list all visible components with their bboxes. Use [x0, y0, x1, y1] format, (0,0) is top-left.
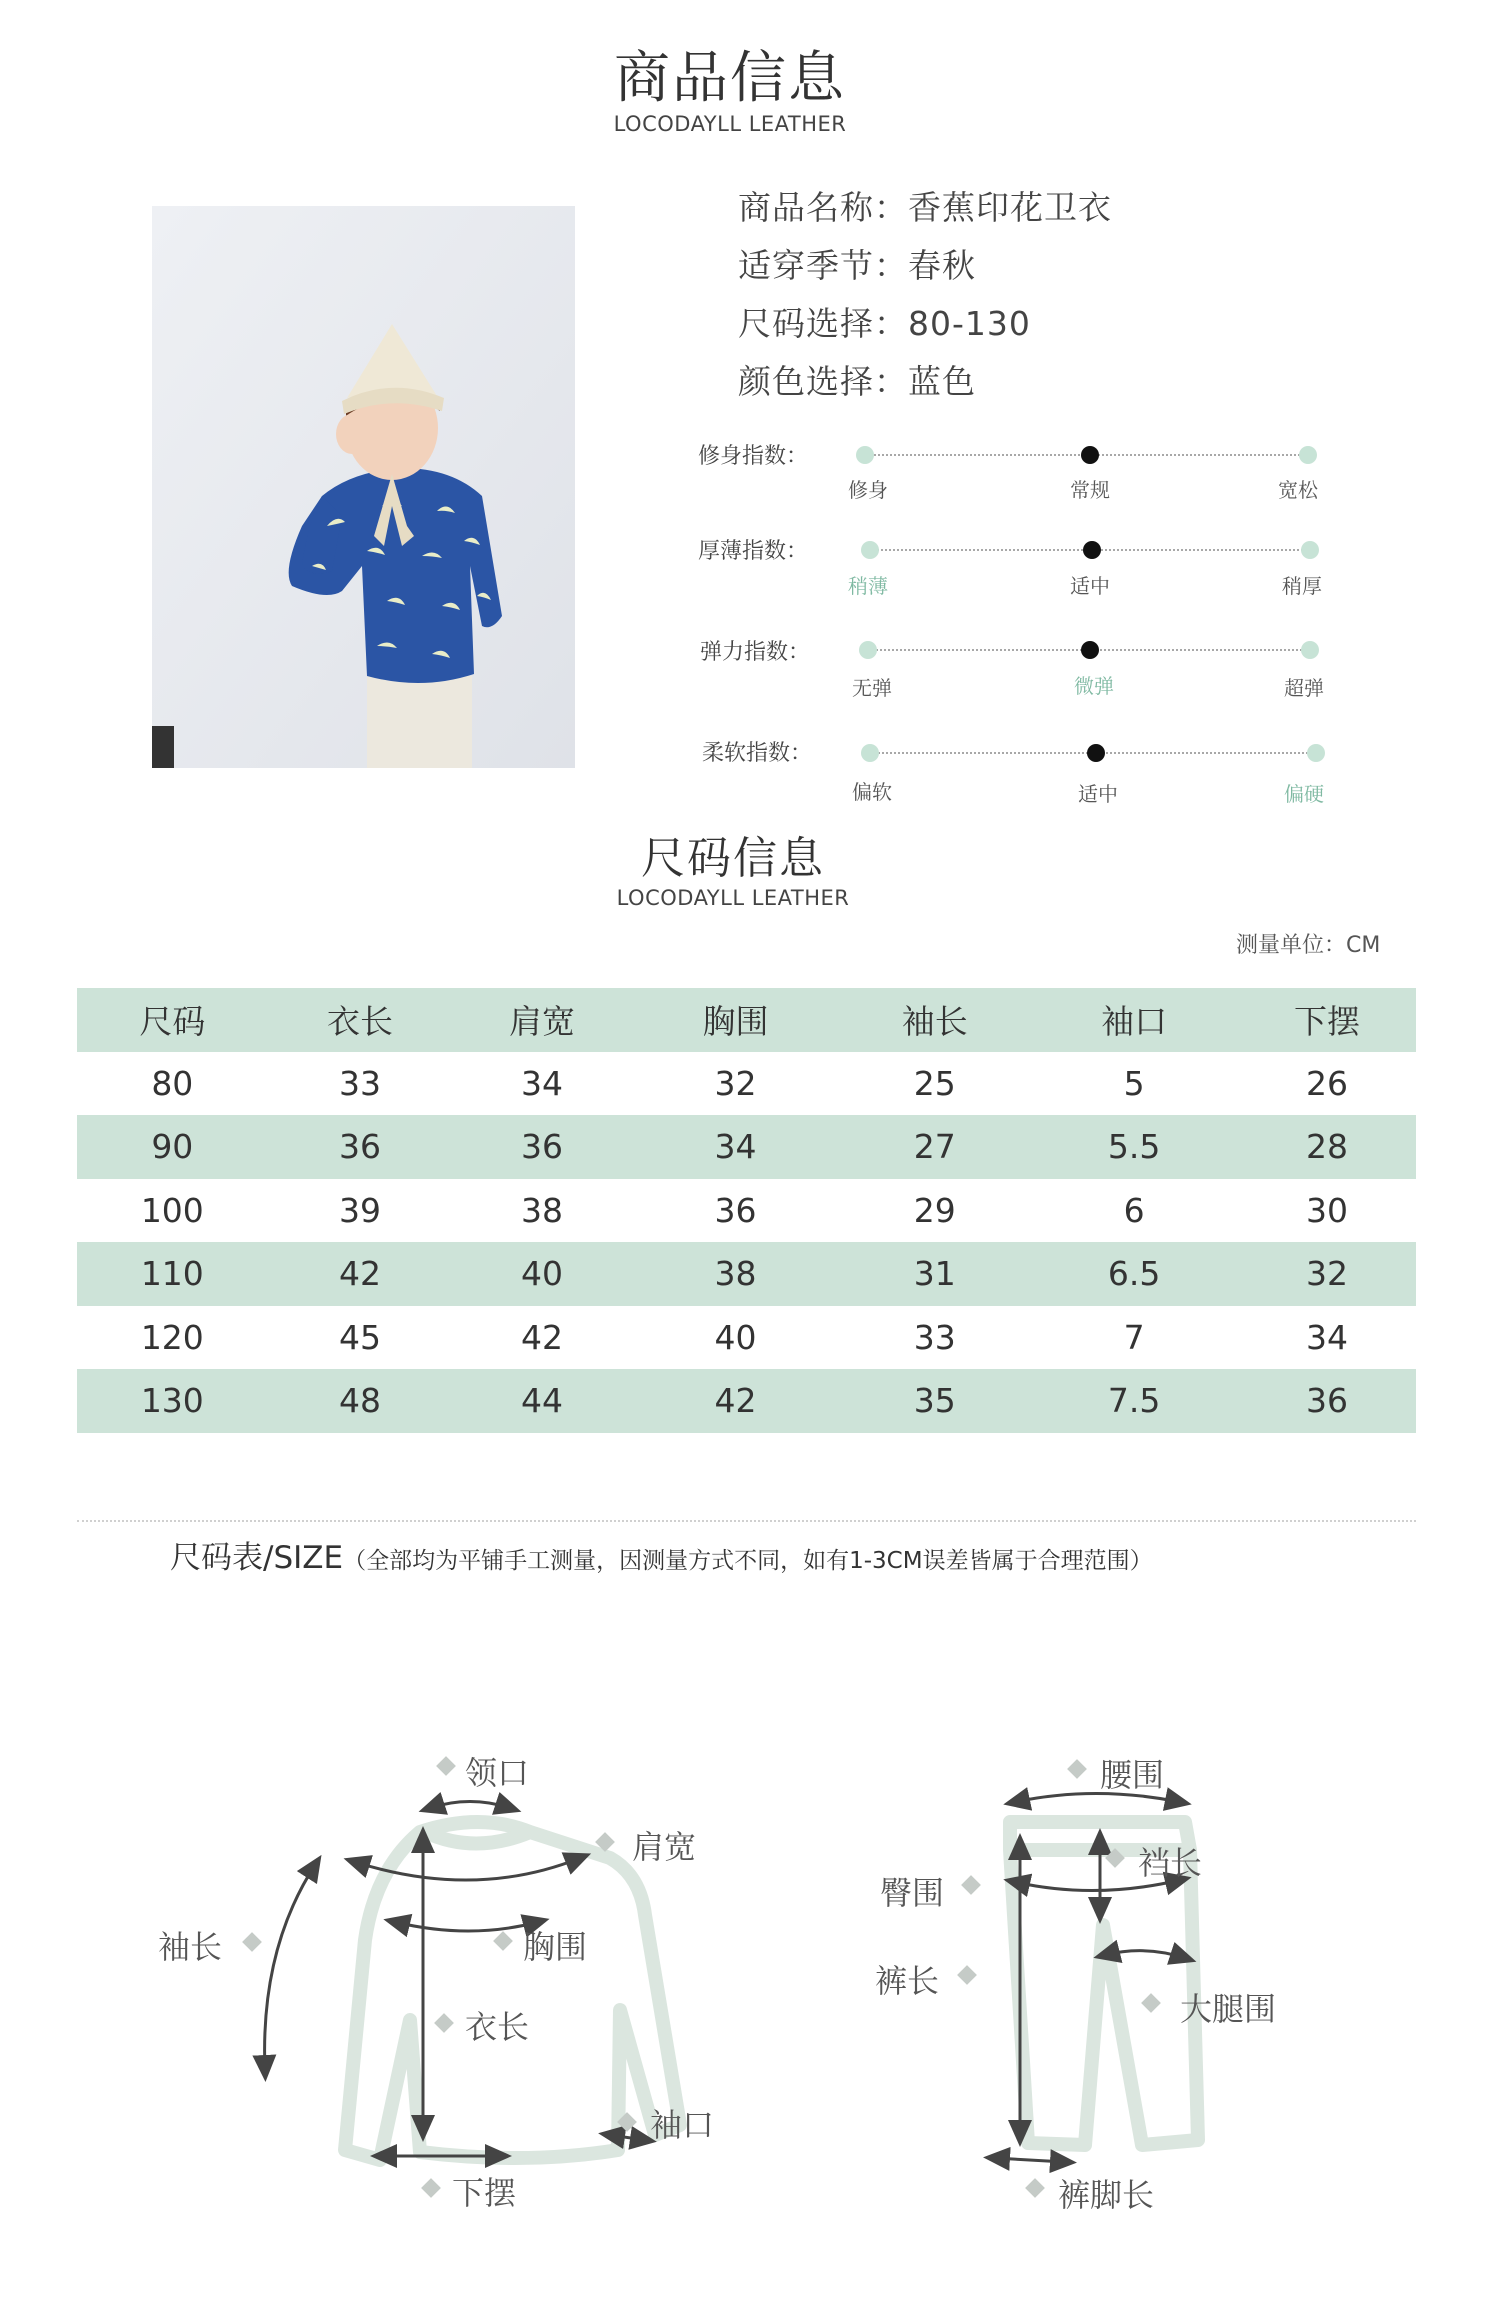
table-cell: 48 — [339, 1381, 382, 1421]
table-cell: 42 — [339, 1254, 382, 1294]
size-section-subtitle: LOCODAYLL LEATHER — [616, 886, 850, 910]
label-chest: 胸围 — [523, 1928, 588, 1966]
label-pant-length: 裤长 — [875, 1962, 940, 2000]
table-cell: 29 — [913, 1190, 956, 1230]
table-cell: 44 — [521, 1381, 563, 1421]
table-cell: 90 — [151, 1127, 194, 1167]
index-option: 适中 — [1078, 782, 1118, 806]
index-dot-selected — [1081, 641, 1099, 659]
table-cell: 26 — [1306, 1063, 1349, 1103]
table-cell: 40 — [521, 1254, 563, 1294]
table-cell: 42 — [714, 1381, 757, 1421]
table-cell: 100 — [140, 1190, 204, 1230]
table-cell: 110 — [140, 1254, 204, 1294]
label-hem: 下摆 — [452, 2174, 517, 2212]
size-section-title: 尺码信息 — [641, 833, 825, 884]
table-cell: 38 — [714, 1254, 757, 1294]
index-option: 稍薄 — [848, 574, 888, 598]
table-row — [77, 1115, 1416, 1179]
label-rise: 裆长 — [1138, 1844, 1203, 1882]
index-option: 超弹 — [1284, 676, 1324, 700]
table-cell: 42 — [521, 1317, 563, 1357]
index-option: 常规 — [1070, 478, 1110, 502]
table-cell: 5.5 — [1107, 1127, 1161, 1167]
index-option: 偏硬 — [1284, 782, 1324, 806]
product-color: 颜色选择：蓝色 — [738, 362, 976, 401]
product-sizes: 尺码选择：80-130 — [738, 304, 1031, 343]
table-row — [77, 1306, 1416, 1370]
index-dot — [861, 744, 879, 762]
label-thigh: 大腿围 — [1180, 1990, 1277, 2028]
label-collar: 领口 — [465, 1754, 530, 1792]
table-cell: 34 — [714, 1127, 757, 1167]
index-dot — [1301, 641, 1319, 659]
index-label: 厚薄指数： — [698, 539, 809, 564]
table-cell: 33 — [913, 1317, 956, 1357]
label-body-length: 衣长 — [465, 2008, 530, 2046]
table-cell: 130 — [140, 1381, 204, 1421]
label-sleeve-length: 袖长 — [158, 1928, 223, 1966]
index-option: 稍厚 — [1282, 574, 1322, 598]
column-header: 衣长 — [327, 1002, 394, 1042]
table-header-row — [77, 988, 1416, 1052]
table-cell: 35 — [913, 1381, 956, 1421]
table-cell: 34 — [1306, 1317, 1349, 1357]
column-header: 袖长 — [901, 1002, 968, 1042]
table-cell: 36 — [1306, 1381, 1349, 1421]
table-cell: 33 — [339, 1063, 382, 1103]
label-shoulder: 肩宽 — [632, 1828, 697, 1866]
table-row — [77, 1369, 1416, 1433]
table-cell: 32 — [714, 1063, 757, 1103]
product-season: 适穿季节：春秋 — [738, 246, 976, 285]
column-header: 袖口 — [1101, 1002, 1168, 1042]
column-header: 下摆 — [1294, 1002, 1361, 1042]
table-cell: 6 — [1123, 1190, 1145, 1230]
measure-unit: 测量单位：CM — [1236, 933, 1381, 958]
table-cell: 80 — [151, 1063, 194, 1103]
table-cell: 36 — [339, 1127, 382, 1167]
table-cell: 5 — [1123, 1063, 1145, 1103]
table-cell: 39 — [339, 1190, 382, 1230]
page-title: 商品信息 — [614, 46, 846, 111]
column-header: 尺码 — [139, 1002, 206, 1042]
table-cell: 6.5 — [1107, 1254, 1161, 1294]
index-option: 无弹 — [852, 676, 892, 700]
table-row — [77, 1179, 1416, 1243]
index-dot — [1307, 744, 1325, 762]
index-dot — [1301, 541, 1319, 559]
table-cell: 120 — [140, 1317, 204, 1357]
table-row — [77, 1052, 1416, 1116]
table-cell: 30 — [1306, 1190, 1349, 1230]
measurement-diagram — [140, 1740, 1340, 2300]
index-option: 微弹 — [1074, 674, 1114, 698]
table-cell: 27 — [913, 1127, 956, 1167]
label-cuff: 袖口 — [650, 2106, 715, 2144]
table-cell: 32 — [1306, 1254, 1349, 1294]
table-cell: 45 — [339, 1317, 382, 1357]
table-cell: 36 — [714, 1190, 757, 1230]
index-dot — [856, 446, 874, 464]
table-cell: 34 — [521, 1063, 563, 1103]
table-cell: 36 — [521, 1127, 563, 1167]
table-cell: 25 — [913, 1063, 956, 1103]
product-photo — [152, 206, 575, 768]
table-cell: 31 — [913, 1254, 956, 1294]
index-label: 柔软指数： — [702, 741, 813, 766]
index-option: 修身 — [848, 478, 888, 502]
size-note-text: （全部均为平铺手工测量，因测量方式不同，如有1-3CM误差皆属于合理范围） — [343, 1548, 1153, 1574]
page-subtitle: LOCODAYLL LEATHER — [613, 112, 847, 136]
table-cell: 38 — [521, 1190, 563, 1230]
table-cell: 28 — [1306, 1127, 1349, 1167]
index-dot — [859, 641, 877, 659]
divider — [77, 1520, 1416, 1522]
label-hip: 臀围 — [880, 1874, 945, 1912]
product-name: 商品名称：香蕉印花卫衣 — [738, 188, 1112, 227]
index-dot-selected — [1081, 446, 1099, 464]
index-dot-selected — [1083, 541, 1101, 559]
table-cell: 7 — [1123, 1317, 1145, 1357]
index-option: 宽松 — [1278, 478, 1318, 502]
column-header: 胸围 — [702, 1002, 769, 1042]
index-dot — [1299, 446, 1317, 464]
index-dot — [861, 541, 879, 559]
label-waist: 腰围 — [1100, 1756, 1165, 1794]
index-label: 修身指数： — [698, 444, 809, 469]
index-option: 适中 — [1070, 574, 1110, 598]
index-dot-selected — [1087, 744, 1105, 762]
column-header: 肩宽 — [509, 1002, 575, 1042]
size-note-title: 尺码表/SIZE — [170, 1540, 344, 1576]
label-leg-opening: 裤脚长 — [1058, 2176, 1155, 2214]
index-option: 偏软 — [852, 780, 892, 804]
size-table — [77, 988, 1416, 1433]
table-cell: 7.5 — [1107, 1381, 1161, 1421]
table-row — [77, 1242, 1416, 1306]
index-label: 弹力指数： — [700, 640, 811, 665]
table-cell: 40 — [714, 1317, 757, 1357]
